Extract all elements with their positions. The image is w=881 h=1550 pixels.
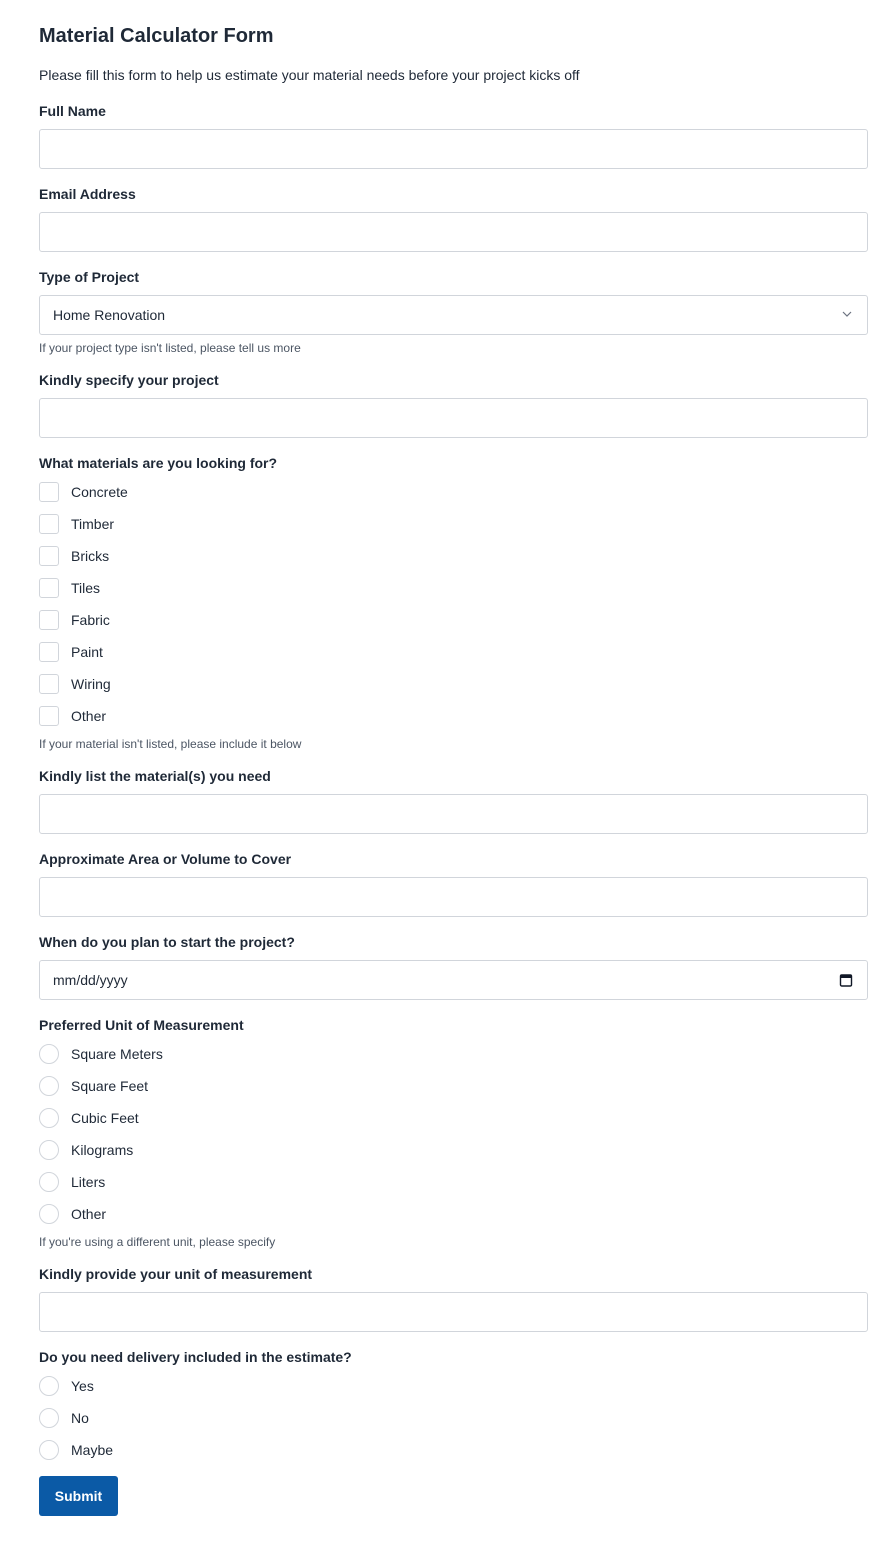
delivery-group (39, 1347, 868, 1461)
unit-option[interactable] (39, 1107, 868, 1129)
materials-label: What materials are you looking for? (39, 455, 278, 471)
checkbox[interactable] (39, 514, 59, 534)
submit-button[interactable]: Submit (39, 1476, 118, 1516)
full-name-label: Full Name (39, 103, 106, 119)
start-date-group (39, 932, 868, 1000)
unit-option[interactable] (39, 1203, 868, 1225)
delivery-option[interactable] (39, 1375, 868, 1397)
material-option[interactable] (39, 641, 868, 663)
area-input[interactable] (39, 877, 868, 917)
area-label: Approximate Area or Volume to Cover (39, 851, 292, 867)
radio-button[interactable] (39, 1044, 59, 1064)
unit-hint: If you're using a different unit, please specify (39, 1235, 276, 1249)
radio-button[interactable] (39, 1172, 59, 1192)
start-date-placeholder: mm/dd/yyyy (53, 972, 128, 988)
delivery-option[interactable] (39, 1439, 868, 1461)
provide-unit-label: Kindly provide your unit of measurement (39, 1266, 313, 1282)
checkbox[interactable] (39, 706, 59, 726)
checkbox[interactable] (39, 546, 59, 566)
material-option[interactable] (39, 545, 868, 567)
form-subtitle: Please fill this form to help us estimate your material needs before your project kicks off (39, 67, 580, 83)
checkbox[interactable] (39, 674, 59, 694)
unit-option-label: Square Meters (71, 1046, 163, 1062)
unit-group (39, 1015, 868, 1250)
project-type-select[interactable] (39, 295, 868, 335)
full-name-input[interactable] (39, 129, 868, 169)
project-type-selected: Home Renovation (53, 307, 166, 323)
unit-option[interactable] (39, 1171, 868, 1193)
specify-project-group (39, 370, 868, 438)
materials-group (39, 453, 868, 752)
radio-button[interactable] (39, 1376, 59, 1396)
unit-option-label: Square Feet (71, 1078, 149, 1094)
material-option-label: Bricks (71, 548, 110, 564)
material-option[interactable] (39, 673, 868, 695)
delivery-option-label: No (71, 1410, 89, 1426)
start-date-input[interactable] (39, 960, 868, 1000)
calendar-icon[interactable] (839, 973, 853, 987)
list-materials-input[interactable] (39, 794, 868, 834)
radio-button[interactable] (39, 1440, 59, 1460)
material-option-label: Fabric (71, 612, 110, 628)
material-option-label: Concrete (71, 484, 128, 500)
radio-button[interactable] (39, 1108, 59, 1128)
unit-option-label: Kilograms (71, 1142, 134, 1158)
unit-options (39, 1043, 868, 1225)
delivery-option-label: Yes (71, 1378, 94, 1394)
unit-option-label: Other (71, 1206, 107, 1222)
delivery-option-label: Maybe (71, 1442, 114, 1458)
checkbox[interactable] (39, 610, 59, 630)
material-option-label: Paint (71, 644, 103, 660)
form-title: Material Calculator Form (39, 25, 274, 47)
radio-button[interactable] (39, 1140, 59, 1160)
material-option[interactable] (39, 513, 868, 535)
material-calculator-form (39, 20, 868, 1516)
materials-options (39, 481, 868, 727)
provide-unit-group (39, 1264, 868, 1332)
material-option-label: Wiring (71, 676, 111, 692)
material-option[interactable] (39, 577, 868, 599)
email-input[interactable] (39, 212, 868, 252)
list-materials-label: Kindly list the material(s) you need (39, 768, 271, 784)
provide-unit-input[interactable] (39, 1292, 868, 1332)
unit-option[interactable] (39, 1043, 868, 1065)
email-label: Email Address (39, 186, 136, 202)
start-date-label: When do you plan to start the project? (39, 934, 295, 950)
list-materials-group (39, 766, 868, 834)
full-name-group (39, 101, 868, 169)
unit-label: Preferred Unit of Measurement (39, 1017, 244, 1033)
material-option-label: Tiles (71, 580, 101, 596)
unit-option-label: Liters (71, 1174, 106, 1190)
delivery-option[interactable] (39, 1407, 868, 1429)
material-option-label: Other (71, 708, 107, 724)
material-option[interactable] (39, 609, 868, 631)
specify-project-label: Kindly specify your project (39, 372, 219, 388)
material-option[interactable] (39, 481, 868, 503)
delivery-options (39, 1375, 868, 1461)
unit-option[interactable] (39, 1075, 868, 1097)
email-group (39, 184, 868, 252)
material-option[interactable] (39, 705, 868, 727)
radio-button[interactable] (39, 1204, 59, 1224)
area-group (39, 849, 868, 917)
materials-hint: If your material isn't listed, please include it below (39, 737, 302, 751)
project-type-label: Type of Project (39, 269, 140, 285)
checkbox[interactable] (39, 482, 59, 502)
delivery-label: Do you need delivery included in the estimate? (39, 1349, 352, 1365)
radio-button[interactable] (39, 1076, 59, 1096)
project-type-hint: If your project type isn't listed, please tell us more (39, 341, 301, 355)
checkbox[interactable] (39, 578, 59, 598)
unit-option[interactable] (39, 1139, 868, 1161)
specify-project-input[interactable] (39, 398, 868, 438)
unit-option-label: Cubic Feet (71, 1110, 139, 1126)
checkbox[interactable] (39, 642, 59, 662)
radio-button[interactable] (39, 1408, 59, 1428)
material-option-label: Timber (71, 516, 115, 532)
chevron-down-icon (842, 309, 852, 319)
project-type-group (39, 267, 868, 356)
